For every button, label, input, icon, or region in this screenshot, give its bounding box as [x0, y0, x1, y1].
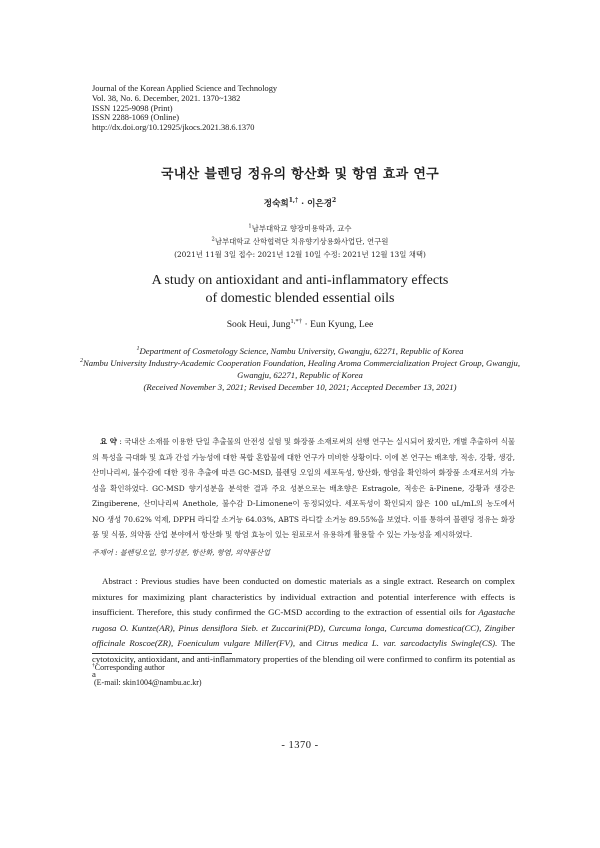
english-author-2: Eun Kyung, Lee — [310, 319, 374, 330]
korean-keywords: 주제어 : 블렌딩오일, 향기성분, 항산화, 항염, 의약품산업 — [92, 548, 271, 557]
korean-affiliation-2-text: 남부대학교 산학협력단 치유향기상용화사업단, 연구원 — [214, 237, 389, 246]
journal-name: Journal of the Korean Applied Science and Technology — [92, 84, 278, 93]
korean-received-dates: (2021년 11월 3일 접수: 2021년 12월 10일 수정: 2021년 12월 13일 채택) — [174, 250, 426, 259]
english-abstract-species-1: Agastache rugosa O. Kuntze(AR), Pinus densiflora Sieb. et Zuccarini(PD), Curcuma longa, Curcuma domestica(CC), Zingiber officinale Roscoe(ZR), Foeniculum vulgare Miller(FV), — [92, 607, 515, 648]
english-author-separator: · — [302, 319, 311, 330]
english-affiliation-2-text: Nambu University Industry-Academic Cooperation Foundation, Healing Aroma Commercialization Project Group, Gwangju, Gwangju, 62271, Republic of Korea — [83, 358, 521, 380]
english-received-dates: (Received November 3, 2021; Revised December 10, 2021; Accepted December 13, 2021) — [143, 382, 457, 392]
english-abstract-text-2: The cytotoxicity, antioxidant, and anti-inflammatory properties of the blending oil were confirmed to confirm its potential as a — [92, 638, 515, 679]
korean-author-1: 정숙희 — [263, 199, 289, 209]
korean-affiliation-2 — [0, 235, 600, 248]
korean-affiliation-1 — [0, 222, 600, 235]
english-title — [0, 272, 600, 308]
english-abstract-label: Abstract — [102, 576, 132, 586]
korean-affiliation-1-text: 남부대학교 향장미용학과, 교수 — [251, 224, 352, 233]
korean-author-2-sup: 2 — [332, 197, 337, 205]
korean-abstract — [92, 434, 515, 543]
korean-abstract-label: 요 약 — [100, 437, 117, 446]
english-affiliation-2 — [70, 357, 530, 381]
english-affiliation-2-sup: 2 — [79, 358, 84, 365]
footnote-divider — [92, 653, 232, 654]
footnote — [92, 660, 392, 690]
english-affiliation-1-text: Department of Cosmetology Science, Nambu University, Gwangju, 62271, Republic of Korea — [139, 346, 464, 356]
dagger-mark: † — [92, 662, 95, 669]
korean-affiliation-2-sup: 2 — [211, 236, 215, 243]
korean-authors — [0, 197, 600, 209]
english-author-1-sup: 1,*† — [290, 317, 303, 325]
english-abstract-text-1: : Previous studies have been conducted on domestic materials as a single extract. Research on complex mixtures for maximizing plant characteristics by individual extraction and potential interference with effects is insufficient. Therefore, this study confirmed the GC-MSD according to the extraction of essential oils for — [92, 576, 516, 617]
corresponding-author-label: Corresponding author — [94, 663, 165, 672]
english-abstract-and: and — [295, 638, 317, 648]
journal-issn-print: ISSN 1225-9098 (Print) — [92, 103, 173, 113]
author-separator: · — [298, 199, 308, 209]
corresponding-email[interactable]: (E-mail: skin1004@nambu.ac.kr) — [94, 678, 202, 687]
korean-affiliation-1-sup: 1 — [248, 223, 252, 230]
english-affiliation-1 — [70, 345, 530, 357]
korean-abstract-text: : 국내산 소재를 이용한 단일 추출물의 안전성 실험 및 화장품 소재로써의 선행 연구는 실시되어 왔지만, 개별 추출하여 식물의 특성을 극대화 및 효과 간섭 가능성에 대한 복합 혼합물에 대한 연구가 미비한 상황이다. 이에 본 연구는 배초향, 적송, 강황, 생강, 산미나리씨, 불수감에 대한 정유 추출에 따른 GC-MSD, 블렌딩 오일의 세포독성, 항산화, 항염을 확인하여 화장품 소재로서의 가능성을 확인하였다. GC-MSD 향기성분을 분석한 결과 주요 성분으로는 배초향은 Estragole, 적송은 ā-Pinene, 강황과 생강은 Zingiberene, 산미나리씨 Anethole, 불수감 D-Limonene이 동정되었다. 세포독성이 확인되지 않은 100 uL/mL의 농도에서 NO 생성 70.62% 억제, DPPH 라디칼 소거능 64.03%, ABTS 라디칼 소거능 89.55%을 보였다. 이를 통하여 블렌딩 정유는 화장품 및 식품, 의약품 산업 분야에서 항산화 및 항염 효능이 있는 원료로서 유용하게 활용할 수 있는 가능성을 제시하였다. — [92, 437, 515, 539]
journal-issn-online: ISSN 2288-1069 (Online) — [92, 113, 180, 123]
english-affiliations — [70, 345, 530, 393]
korean-author-1-sup: 1,† — [288, 197, 299, 205]
corresponding-author-note — [92, 660, 392, 675]
page-number: - 1370 - — [281, 740, 319, 751]
korean-title: 국내산 블렌딩 정유의 항산화 및 항염 효과 연구 — [160, 167, 440, 182]
journal-header — [92, 84, 392, 133]
journal-volume: Vol. 38, No. 6. December, 2021. 1370~1382 — [92, 93, 241, 103]
korean-affiliations — [0, 222, 600, 261]
english-abstract-species-2: Citrus medica L. var. sarcodactylis Swingle(CS). — [316, 638, 498, 648]
korean-author-2: 이은경 — [307, 199, 333, 209]
english-title-line-2: of domestic blended essential oils — [205, 291, 395, 306]
english-author-1: Sook Heui, Jung — [226, 319, 291, 330]
english-title-line-1: A study on antioxidant and anti-inflammatory effects — [151, 273, 449, 288]
english-affiliation-1-sup: 1 — [136, 346, 140, 353]
english-authors — [0, 319, 600, 330]
journal-doi[interactable]: http://dx.doi.org/10.12925/jkocs.2021.38.6.1370 — [92, 123, 255, 133]
